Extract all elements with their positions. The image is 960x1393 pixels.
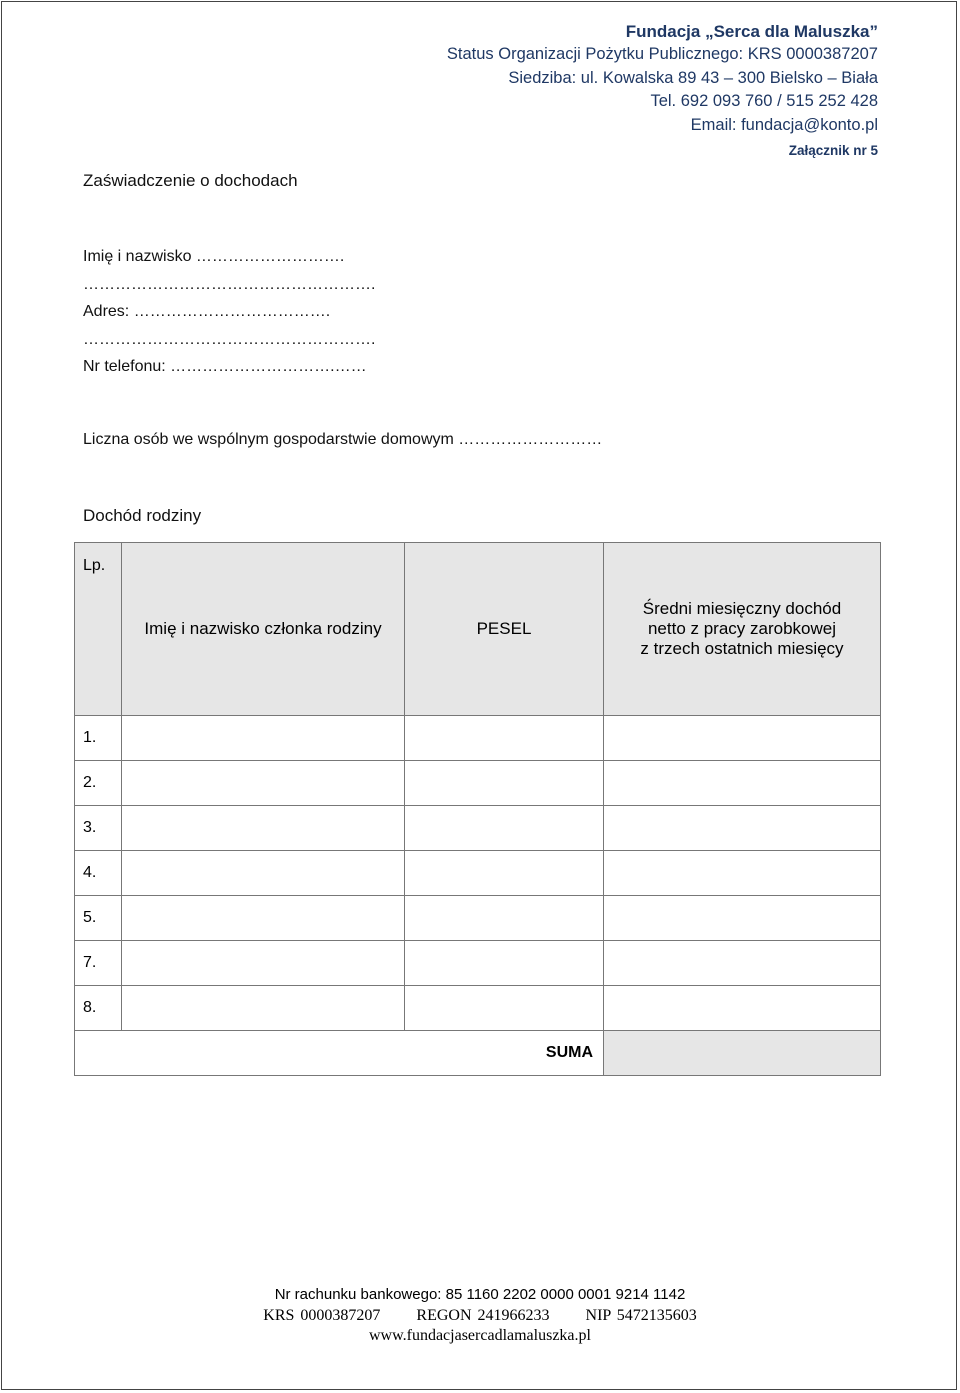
column-header-name: Imię i nazwisko członka rodziny <box>122 543 405 716</box>
pesel-cell[interactable] <box>405 806 604 851</box>
table-row <box>75 761 881 806</box>
table-row <box>75 851 881 896</box>
document-title: Zaświadczenie o dochodach <box>83 171 298 190</box>
row-number: 3. <box>75 806 122 851</box>
income-table <box>74 542 881 1076</box>
income-cell[interactable] <box>604 716 881 761</box>
column-header-pesel: PESEL <box>405 543 604 716</box>
member-name-cell[interactable] <box>122 761 405 806</box>
pesel-cell[interactable] <box>405 716 604 761</box>
table-header-row <box>75 543 881 716</box>
income-cell[interactable] <box>604 986 881 1031</box>
column-header-income <box>604 543 881 716</box>
pesel-cell[interactable] <box>405 761 604 806</box>
column-header-income-line: z trzech ostatnich miesięcy <box>640 639 844 658</box>
pesel-cell[interactable] <box>405 851 604 896</box>
registry-numbers: KRS 0000387207 REGON 241966233 NIP 5472135603 <box>263 1307 697 1324</box>
name-field: Imię i nazwisko ………………………. <box>83 248 345 265</box>
attachment-label: Załącznik nr 5 <box>788 143 878 159</box>
website-link[interactable]: www.fundacjasercadlamaluszka.pl <box>369 1327 591 1344</box>
table-row <box>75 806 881 851</box>
address-field-continuation: ………………………………………………. <box>83 331 376 348</box>
pesel-cell[interactable] <box>405 941 604 986</box>
organization-header <box>447 20 878 162</box>
member-name-cell[interactable] <box>122 941 405 986</box>
row-number: 7. <box>75 941 122 986</box>
row-number: 8. <box>75 986 122 1031</box>
row-number: 4. <box>75 851 122 896</box>
section-title: Dochód rodziny <box>83 506 202 525</box>
org-email: Email: fundacja@konto.pl <box>690 115 878 134</box>
member-name-cell[interactable] <box>122 896 405 941</box>
member-name-cell[interactable] <box>122 716 405 761</box>
row-number: 1. <box>75 716 122 761</box>
income-cell[interactable] <box>604 941 881 986</box>
pesel-cell[interactable] <box>405 986 604 1031</box>
bank-account: Nr rachunku bankowego: 85 1160 2202 0000 0001 9214 1142 <box>274 1286 686 1303</box>
member-name-cell[interactable] <box>122 986 405 1031</box>
table-row <box>75 716 881 761</box>
income-cell[interactable] <box>604 806 881 851</box>
phone-field: Nr telefonu: ………………………….…… <box>83 358 367 375</box>
table-row <box>75 986 881 1031</box>
org-phone: Tel. 692 093 760 / 515 252 428 <box>650 92 878 111</box>
row-number: 2. <box>75 761 122 806</box>
org-address: Siedziba: ul. Kowalska 89 43 – 300 Bielsko – Biała <box>508 68 878 87</box>
income-cell[interactable] <box>604 851 881 896</box>
sum-value-cell[interactable] <box>604 1031 881 1076</box>
pesel-cell[interactable] <box>405 896 604 941</box>
member-name-cell[interactable] <box>122 806 405 851</box>
table-row <box>75 896 881 941</box>
address-field: Adres: ………………………………. <box>83 303 331 320</box>
row-number: 5. <box>75 896 122 941</box>
org-name: Fundacja „Serca dla Maluszka” <box>625 22 878 41</box>
sum-label: SUMA <box>75 1031 604 1076</box>
household-size-field: Liczna osób we wspólnym gospodarstwie domowym ……………………… <box>83 431 603 448</box>
table-row <box>75 941 881 986</box>
name-field-continuation: ………………………………………………. <box>83 276 376 293</box>
member-name-cell[interactable] <box>122 851 405 896</box>
income-cell[interactable] <box>604 761 881 806</box>
org-status: Status Organizacji Pożytku Publicznego: KRS 0000387207 <box>446 45 878 64</box>
column-header-income-line: Średni miesięczny dochód <box>642 599 842 618</box>
income-cell[interactable] <box>604 896 881 941</box>
column-header-lp: Lp. <box>75 543 122 716</box>
column-header-income-line: netto z pracy zarobkowej <box>647 619 837 638</box>
sum-row <box>75 1031 881 1076</box>
